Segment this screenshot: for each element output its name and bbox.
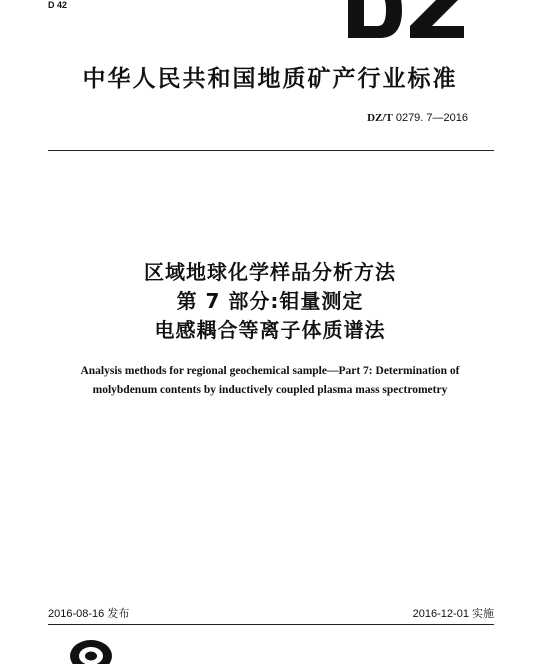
title-line-3: 电感耦合等离子体质谱法 (154, 318, 386, 342)
english-title (0, 362, 540, 400)
organization-title: 中华人民共和国地质矿产行业标准 (82, 66, 458, 92)
title-line-1: 区域地球化学样品分析方法 (144, 260, 396, 284)
implementation-date: 2016-12-01 实施 (412, 608, 494, 620)
standard-code (367, 112, 468, 124)
title-line-2: 第 7 部分:钼量测定 (176, 289, 364, 313)
bottom-divider (48, 624, 494, 625)
publisher-emblem-icon (68, 634, 114, 664)
ccs-classification-code: D 42 (48, 0, 68, 10)
english-title-line-2: molybdenum contents by inductively coupled plasma mass spectrometry (92, 384, 448, 396)
english-title-line-1: Analysis methods for regional geochemical sample—Part 7: Determination of (80, 365, 460, 377)
issue-date: 2016-08-16 发布 (48, 608, 130, 620)
standard-code-prefix: DZ/T (367, 112, 393, 124)
top-divider (48, 150, 494, 151)
dz-logo (340, 0, 470, 38)
standard-code-number: 0279. 7—2016 (395, 112, 468, 124)
